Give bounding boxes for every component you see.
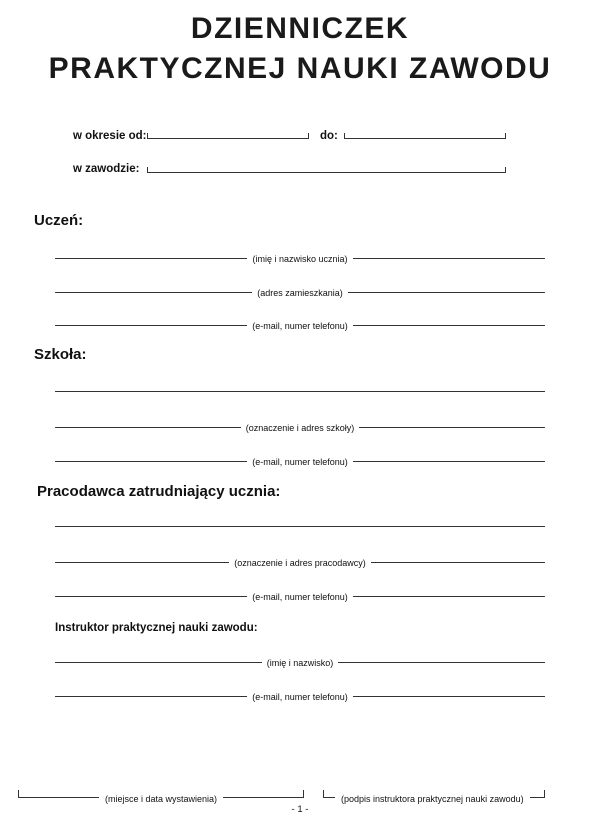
employer-heading: Pracodawca zatrudniający ucznia: xyxy=(37,483,281,500)
student-contact-caption: (e-mail, numer telefonu) xyxy=(252,321,348,331)
school-name-field[interactable] xyxy=(55,420,545,434)
page-number: - 1 - xyxy=(291,804,309,815)
instructor-name-caption: (imię i nazwisko) xyxy=(266,658,334,668)
period-from-label: w okresie od: xyxy=(73,130,147,142)
student-address-field[interactable] xyxy=(55,285,545,299)
title-line-1: DZIENNICZEK xyxy=(190,12,410,45)
place-date-field[interactable] xyxy=(18,790,304,804)
profession-field[interactable] xyxy=(147,167,506,173)
student-contact-field[interactable] xyxy=(55,318,545,332)
title-line-2: PRAKTYCZNEJ NAUKI ZAWODU xyxy=(48,52,552,85)
employer-blank-line[interactable] xyxy=(55,526,545,527)
school-contact-field[interactable] xyxy=(55,454,545,468)
place-date-caption: (miejsce i data wystawienia) xyxy=(104,794,218,804)
signature-caption: (podpis instruktora praktycznej nauki zawodu) xyxy=(341,794,524,804)
profession-label: w zawodzie: xyxy=(73,163,140,175)
period-to-field[interactable] xyxy=(344,133,506,139)
school-heading: Szkoła: xyxy=(34,346,87,363)
instructor-heading: Instruktor praktycznej nauki zawodu: xyxy=(55,622,258,634)
period-from-field[interactable] xyxy=(147,133,309,139)
student-heading: Uczeń: xyxy=(34,212,84,229)
school-blank-line[interactable] xyxy=(55,391,545,392)
student-name-field[interactable] xyxy=(55,251,545,265)
employer-contact-field[interactable] xyxy=(55,589,545,603)
employer-contact-caption: (e-mail, numer telefonu) xyxy=(252,592,348,602)
student-address-caption: (adres zamieszkania) xyxy=(257,288,343,298)
instructor-contact-field[interactable] xyxy=(55,689,545,703)
period-to-label: do: xyxy=(320,130,338,142)
instructor-contact-caption: (e-mail, numer telefonu) xyxy=(252,692,348,702)
employer-name-caption: (oznaczenie i adres pracodawcy) xyxy=(234,558,366,568)
signature-field[interactable] xyxy=(323,790,545,804)
student-name-caption: (imię i nazwisko ucznia) xyxy=(252,254,348,264)
employer-name-field[interactable] xyxy=(55,555,545,569)
school-contact-caption: (e-mail, numer telefonu) xyxy=(252,457,348,467)
school-name-caption: (oznaczenie i adres szkoły) xyxy=(245,423,355,433)
instructor-name-field[interactable] xyxy=(55,655,545,669)
